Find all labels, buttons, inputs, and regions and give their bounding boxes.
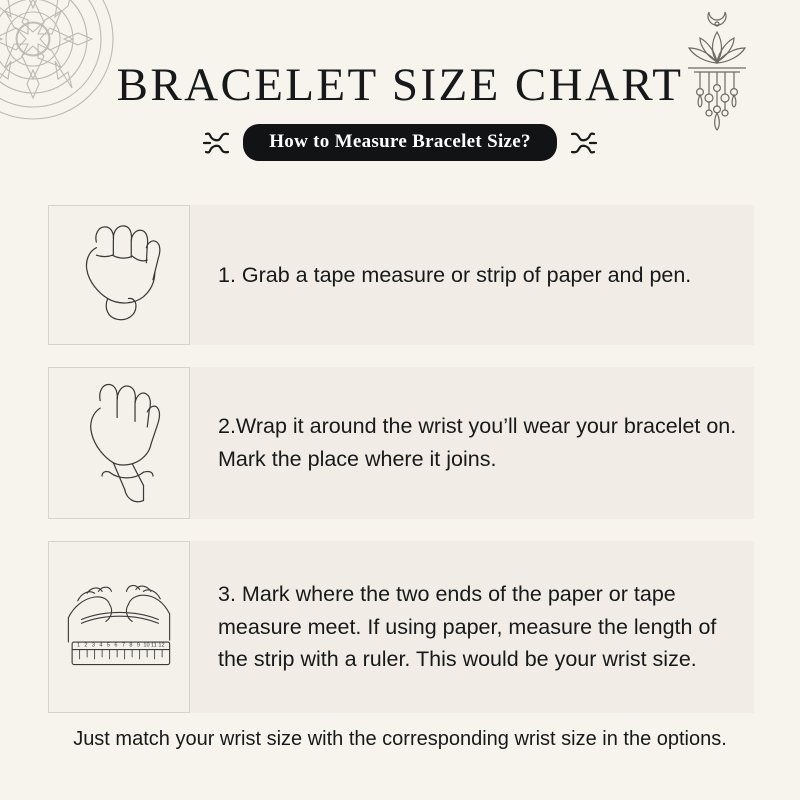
svg-text:11: 11 [150, 642, 157, 649]
footer-note: Just match your wrist size with the corresponding wrist size in the options. [73, 728, 727, 750]
step-text: 2.Wrap it around the wrist you’ll wear your bracelet on. Mark the place where it joins. [218, 414, 737, 471]
flourish-icon [201, 130, 231, 156]
hands-measuring-with-ruler-illustration [48, 541, 190, 713]
svg-text:9: 9 [136, 642, 140, 649]
svg-text:3: 3 [91, 642, 95, 649]
flourish-icon [569, 130, 599, 156]
svg-text:7: 7 [121, 642, 125, 649]
svg-text:2: 2 [84, 642, 88, 649]
subtitle-row [0, 124, 800, 161]
svg-text:5: 5 [106, 642, 110, 649]
svg-text:1: 1 [76, 642, 80, 649]
page-title: BRACELET SIZE CHART [116, 59, 684, 111]
svg-text:12: 12 [158, 642, 165, 649]
svg-text:6: 6 [114, 642, 118, 649]
list-item [48, 205, 754, 345]
svg-text:10: 10 [143, 642, 150, 649]
step-text: 1. Grab a tape measure or strip of paper and pen. [218, 262, 692, 287]
list-item [48, 541, 754, 713]
svg-text:4: 4 [99, 642, 103, 649]
hand-with-tape-illustration [48, 205, 190, 345]
step-text: 3. Mark where the two ends of the paper or tape measure meet. If using paper, measure the length of the strip with a ruler. This would be your wrist size. [218, 581, 717, 672]
subtitle-pill: How to Measure Bracelet Size? [243, 124, 557, 161]
steps-list [48, 205, 754, 735]
list-item [48, 367, 754, 519]
hand-wrapping-wrist-illustration [48, 367, 190, 519]
svg-text:8: 8 [129, 642, 133, 649]
